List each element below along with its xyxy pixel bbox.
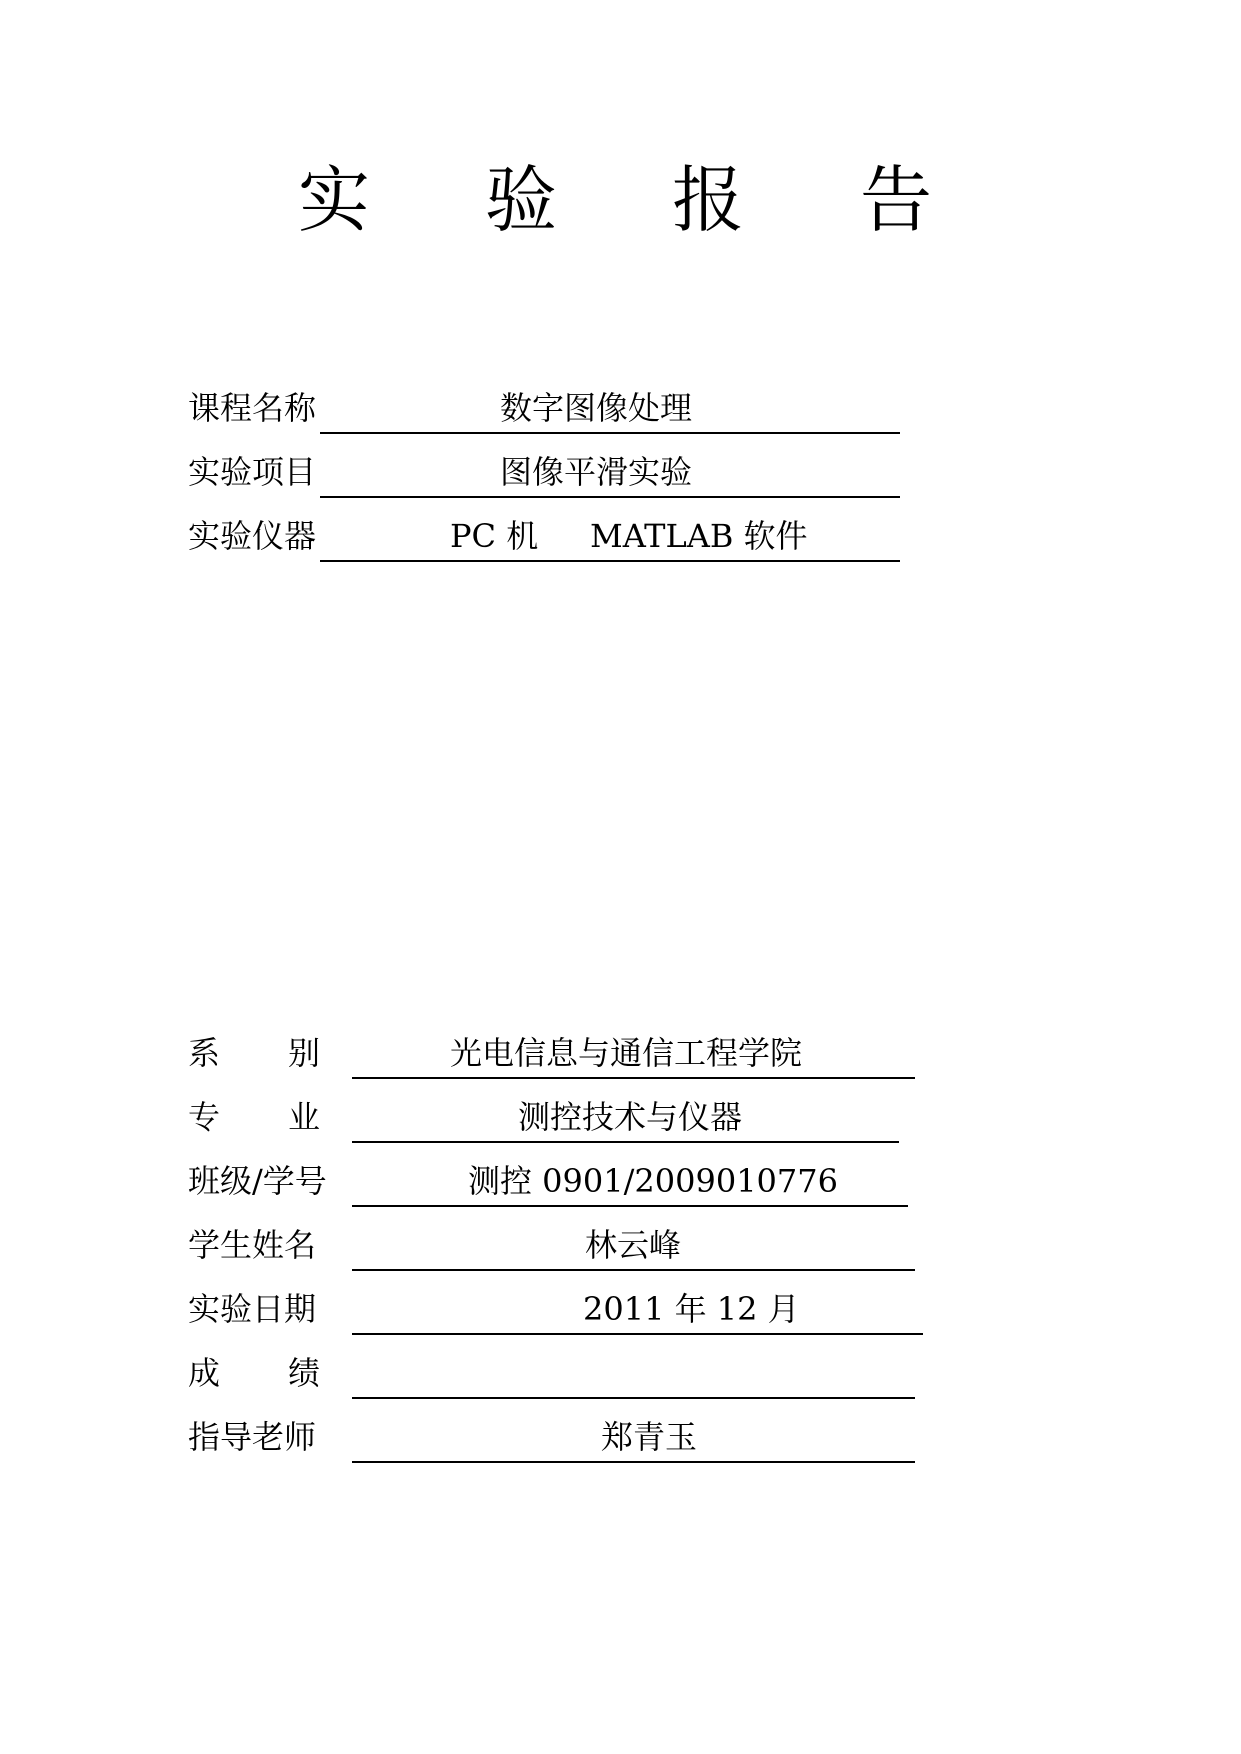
student-name-label: 学生姓名 xyxy=(188,1226,317,1264)
title-char-3: 报 xyxy=(672,158,745,242)
experiment-date-value: 2011 年 12 月 xyxy=(583,1290,800,1328)
grade-label-b: 绩 xyxy=(288,1354,321,1392)
grade-label-a: 成 xyxy=(188,1354,221,1392)
department-value: 光电信息与通信工程学院 xyxy=(450,1034,803,1072)
experiment-item-row xyxy=(0,446,1241,498)
advisor-row xyxy=(0,1411,1241,1463)
student-name-row xyxy=(0,1219,1241,1271)
grade-row xyxy=(0,1347,1241,1399)
experiment-date-row xyxy=(0,1283,1241,1335)
advisor-value: 郑青玉 xyxy=(601,1418,698,1456)
class-id-label: 班级/学号 xyxy=(188,1162,327,1200)
student-name-value: 林云峰 xyxy=(585,1226,682,1264)
class-id-value: 测控 0901/2009010776 xyxy=(468,1162,838,1200)
major-label-b: 业 xyxy=(288,1098,321,1136)
major-row xyxy=(0,1091,1241,1143)
title-char-1: 实 xyxy=(298,158,371,242)
report-title xyxy=(0,150,1241,250)
instrument-value-pc: PC 机 xyxy=(450,517,539,555)
title-char-4: 告 xyxy=(860,158,933,242)
major-value: 测控技术与仪器 xyxy=(518,1098,743,1136)
experiment-item-value: 图像平滑实验 xyxy=(500,453,693,491)
instrument-value-software: MATLAB 软件 xyxy=(590,517,808,555)
course-name-row xyxy=(0,382,1241,434)
experiment-date-label: 实验日期 xyxy=(188,1290,317,1328)
grade-underline xyxy=(352,1397,915,1399)
department-label-b: 别 xyxy=(288,1034,321,1072)
experiment-item-label: 实验项目 xyxy=(188,453,317,491)
instrument-label: 实验仪器 xyxy=(188,517,317,555)
title-char-2: 验 xyxy=(485,158,558,242)
department-label-a: 系 xyxy=(188,1034,221,1072)
department-row xyxy=(0,1027,1241,1079)
major-label-a: 专 xyxy=(188,1098,221,1136)
class-id-row xyxy=(0,1155,1241,1207)
instrument-row xyxy=(0,510,1241,562)
advisor-label: 指导老师 xyxy=(188,1418,317,1456)
course-name-label: 课程名称 xyxy=(188,389,317,427)
course-name-value: 数字图像处理 xyxy=(500,389,693,427)
